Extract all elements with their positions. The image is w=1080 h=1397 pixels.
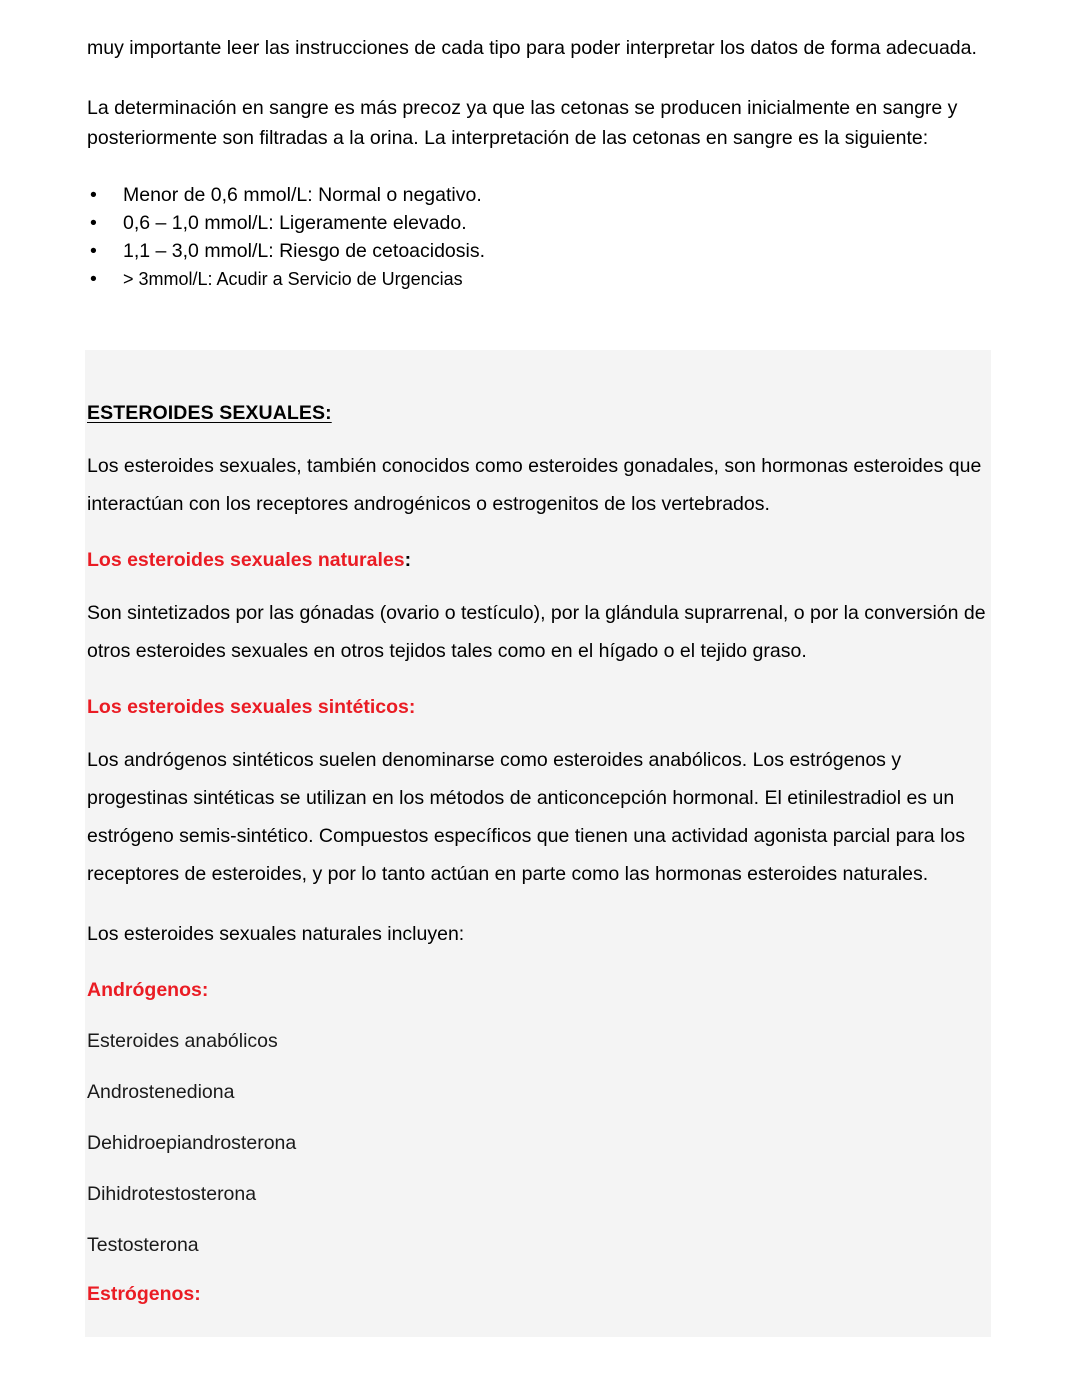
androgen-item: Esteroides anabólicos <box>87 1030 278 1052</box>
subheading-esteroides-sinteticos: Los esteroides sexuales sintéticos: <box>87 696 416 718</box>
subheading-label: Los esteroides sexuales naturales <box>87 549 405 571</box>
natural-steroids-paragraph: Son sintetizados por las gónadas (ovario o testículo), por la glándula suprarrenal, o por la conversión de otros esteroides sexuales en otros tejidos tales como en el hígado o el tejido graso. <box>87 602 986 662</box>
natural-steroids-include-lead: Los esteroides sexuales naturales incluyen: <box>87 923 465 945</box>
subheading-estrogenos: Estrógenos: <box>87 1283 201 1305</box>
list-item <box>87 265 987 293</box>
ketone-level-list <box>87 181 987 293</box>
highlighted-section-content <box>87 350 989 1306</box>
section-heading-esteroides-sexuales: ESTEROIDES SEXUALES: <box>87 402 332 424</box>
list-item <box>87 181 987 209</box>
subheading-colon: : <box>404 549 412 571</box>
bullet-icon: • <box>90 268 97 290</box>
bullet-icon: • <box>90 212 97 234</box>
list-item <box>87 237 987 265</box>
bullet-icon: • <box>90 240 97 262</box>
subheading-androgenos: Andrógenos: <box>87 979 209 1001</box>
synthetic-steroids-paragraph: Los andrógenos sintéticos suelen denominarse como esteroides anabólicos. Los estrógenos y progestinas sintéticas se utilizan en los métodos de anticoncepción hormonal. El etinilestradiol es un estrógeno semis-sintético. Compuestos específicos que tienen una actividad agonista parcial para los receptores de esteroides, y por lo tanto actúan en parte como las hormonas esteroides naturales. <box>87 749 965 885</box>
list-item-label: 1,1 – 3,0 mmol/L: Riesgo de cetoacidosis. <box>123 240 486 262</box>
highlighted-section-block <box>85 350 991 1337</box>
section-definition-paragraph: Los esteroides sexuales, también conocidos como esteroides gonadales, son hormonas esteroides que interactúan con los receptores androgénicos o estrogenitos de los vertebrados. <box>87 455 982 515</box>
intro-section <box>87 33 987 293</box>
list-item-label: Menor de 0,6 mmol/L: Normal o negativo. <box>123 184 482 206</box>
bullet-icon: • <box>90 184 97 206</box>
list-item <box>87 209 987 237</box>
list-item-label: > 3mmol/L: Acudir a Servicio de Urgencias <box>123 269 463 289</box>
list-item-label: 0,6 – 1,0 mmol/L: Ligeramente elevado. <box>123 212 467 234</box>
intro-paragraph-1: muy importante leer las instrucciones de cada tipo para poder interpretar los datos de forma adecuada. <box>87 37 977 59</box>
androgen-item: Dehidroepiandrosterona <box>87 1132 297 1154</box>
androgen-item: Dihidrotestosterona <box>87 1183 257 1205</box>
subheading-esteroides-naturales <box>87 523 989 572</box>
androgen-item: Androstenediona <box>87 1081 235 1103</box>
intro-paragraph-2: La determinación en sangre es más precoz ya que las cetonas se producen inicialmente en sangre y posteriormente son filtradas a la orina. La interpretación de las cetonas en sangre es la siguiente: <box>87 97 958 149</box>
androgen-item: Testosterona <box>87 1234 199 1256</box>
